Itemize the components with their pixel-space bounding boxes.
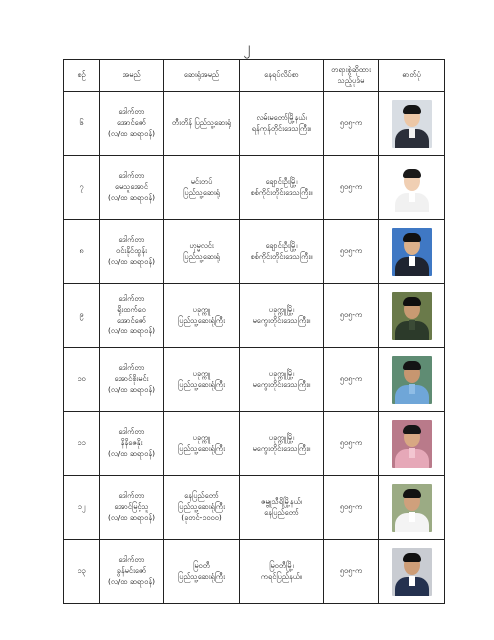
portrait-hair [403, 553, 421, 562]
address-cell [240, 476, 324, 540]
section-cell: ၅၀၅-က [324, 284, 379, 348]
address-line: နေပြည်တော် [264, 507, 299, 517]
doctor-name-cell [100, 412, 164, 476]
doctor-name-line: အောင်ဇော် [116, 118, 147, 128]
header-hospital: ဆေးရုံအမည် [164, 60, 240, 92]
section-cell: ၅၀၅-က [324, 220, 379, 284]
hospital-name-line: ပြည်သူ့ဆေးရုံ [183, 251, 220, 261]
section-cell: ၅၀၅-က [324, 540, 379, 604]
doctor-name-line: ဒေါက်တာ [118, 171, 145, 181]
section-cell: ၅၀၅-က [324, 476, 379, 540]
address-line: လမ်းမတော်မြို့နယ်၊ [256, 112, 307, 122]
header-name: အမည် [100, 60, 164, 92]
address-cell [240, 284, 324, 348]
doctor-name-line: နိနိဇေနိုး [120, 438, 143, 448]
doctor-name-line: (လ/ထ ဆရာဝန်) [107, 256, 156, 266]
row-number: ၈ [64, 220, 100, 284]
row-number: ၇ [64, 156, 100, 220]
doctor-name-line: ဒေါက်တာ [118, 107, 145, 117]
photo-cell [379, 92, 445, 156]
hospital-name-line: ပြည်သူ့ဆေးရုံကြီး [177, 379, 226, 389]
doctor-name-line: ဒေါက်တာ [118, 555, 145, 565]
table-row [64, 284, 445, 348]
portrait-photo [392, 484, 432, 532]
row-number: ၁၂ [64, 476, 100, 540]
portrait-collar [409, 512, 415, 522]
hospital-name-line: ပြည်သူ့ဆေးရုံကြီး [177, 315, 226, 325]
portrait-collar [409, 128, 415, 138]
address-cell [240, 156, 324, 220]
address-line: မကွေးတိုင်းဒေသကြီး။ [252, 379, 311, 389]
hospital-cell [164, 284, 240, 348]
portrait-photo [392, 100, 432, 148]
portrait-hair [403, 169, 421, 178]
doctor-name-line: (လ/ထ ဆရာဝန်) [107, 384, 156, 394]
row-number: ၉ [64, 284, 100, 348]
doctor-name-cell [100, 348, 164, 412]
portrait-collar [409, 448, 415, 458]
header-section-line: သည့်ပုဒ်မ [337, 75, 365, 85]
hospital-cell [164, 156, 240, 220]
hospital-cell [164, 220, 240, 284]
doctor-name-line: မေသူအောင် [114, 182, 149, 192]
row-number: ၁၀ [64, 348, 100, 412]
address-cell [240, 92, 324, 156]
doctor-name-line: (လ/ထ ဆရာဝန်) [107, 192, 156, 202]
header-address: နေရပ်လိပ်စာ [240, 60, 324, 92]
doctor-name-cell [100, 92, 164, 156]
hospital-name-line: ပခုက္ကူ [192, 304, 211, 314]
portrait-photo [392, 228, 432, 276]
address-line: ပခုက္ကူမြို့၊ [268, 368, 295, 378]
portrait-photo [392, 164, 432, 212]
table-row [64, 156, 445, 220]
hospital-name-line: ပခုက္ကူ [192, 432, 211, 442]
doctor-roster-table [63, 59, 445, 604]
section-cell: ၅၀၅-က [324, 92, 379, 156]
doctor-name-cell [100, 220, 164, 284]
doctor-name-line: ဝင်းနိုင်ထွန်း [116, 246, 147, 256]
doctor-name-line: ဒေါက်တာ [118, 491, 145, 501]
address-line: ချောင်းဦးမြို့၊ [265, 176, 298, 186]
portrait-photo [392, 292, 432, 340]
address-line: စစ်ကိုင်းတိုင်းဒေသကြီး။ [250, 251, 313, 261]
portrait-collar [409, 256, 415, 266]
portrait-photo [392, 356, 432, 404]
portrait-collar [409, 192, 415, 202]
hospital-name-line: ပြည်သူ့ဆေးရုံကြီး [177, 443, 226, 453]
hospital-name-line: ပခုက္ကူ [192, 368, 211, 378]
table-row [64, 92, 445, 156]
header-photo: ဓာတ်ပုံ [379, 60, 445, 92]
page-number: ၂ [243, 40, 251, 56]
hospital-name-line: မင်းတပ် [190, 176, 213, 186]
doctor-name-line: အောင်မြင့်သူ [114, 502, 149, 512]
address-line: ရန်ကုန်တိုင်းဒေသကြီး။ [251, 123, 312, 133]
address-line: ကရင်ပြည်နယ်။ [260, 571, 303, 581]
address-line: ချောင်းဦးမြို့၊ [265, 240, 298, 250]
table-header-row [64, 60, 445, 92]
section-cell: ၅၀၅-က [324, 348, 379, 412]
hospital-name-line: မြဝတီ [193, 560, 210, 570]
photo-cell [379, 220, 445, 284]
photo-cell [379, 540, 445, 604]
doctor-name-line: ရိုးထက်ဝေ [117, 304, 146, 314]
photo-cell [379, 284, 445, 348]
portrait-collar [409, 576, 415, 586]
portrait-hair [403, 233, 421, 242]
doctor-name-line: (လ/ထ ဆရာဝန်) [107, 576, 156, 586]
address-cell [240, 412, 324, 476]
address-line: မြဝတီမြို့၊ [269, 560, 294, 570]
doctor-name-line: ဒေါက်တာ [118, 235, 145, 245]
address-line: မကွေးတိုင်းဒေသကြီး။ [252, 443, 311, 453]
photo-cell [379, 156, 445, 220]
hospital-name-line: တီးတိန် ပြည်သူ့ဆေးရုံ [171, 118, 232, 128]
photo-cell [379, 476, 445, 540]
address-line: ပခုက္ကူမြို့၊ [268, 304, 295, 314]
doctor-name-line: (လ/ထ ဆရာဝန်) [107, 326, 156, 336]
hospital-cell [164, 92, 240, 156]
hospital-cell [164, 540, 240, 604]
address-line: ဇမ္ဗူသီရိမြို့နယ်၊ [261, 496, 302, 506]
portrait-hair [403, 425, 421, 434]
section-cell: ၅၀၅-က [324, 156, 379, 220]
doctor-name-line: (လ/ထ ဆရာဝန်) [107, 512, 156, 522]
header-section-line: တရားစွဲဆိုထား [331, 64, 371, 74]
address-line: စစ်ကိုင်းတိုင်းဒေသကြီး။ [250, 187, 313, 197]
doctor-name-line: ဒေါက်တာ [118, 294, 145, 304]
portrait-hair [403, 105, 421, 114]
portrait-hair [403, 361, 421, 370]
portrait-hair [403, 489, 421, 498]
doctor-name-cell [100, 540, 164, 604]
hospital-name-line: ဟုမ္မလင်း [189, 240, 214, 250]
doctor-name-line: အောင်ဇော် [116, 315, 147, 325]
hospital-name-line: နေပြည်တော် [184, 491, 219, 501]
table-row [64, 220, 445, 284]
hospital-name-line: ပြည်သူ့ဆေးရုံကြီး [177, 502, 226, 512]
header-section [324, 60, 379, 92]
hospital-name-line: ပြည်သူ့ဆေးရုံကြီး [177, 571, 226, 581]
portrait-hair [403, 297, 421, 306]
hospital-cell [164, 476, 240, 540]
row-number: ၁၁ [64, 412, 100, 476]
table-row [64, 540, 445, 604]
address-line: မကွေးတိုင်းဒေသကြီး။ [252, 315, 311, 325]
doctor-name-cell [100, 156, 164, 220]
doctor-name-line: ခွန်မင်းဇော် [116, 566, 147, 576]
hospital-cell [164, 348, 240, 412]
row-number: ၆ [64, 92, 100, 156]
row-number: ၁၃ [64, 540, 100, 604]
address-cell [240, 220, 324, 284]
section-cell: ၅၀၅-က [324, 412, 379, 476]
portrait-collar [409, 384, 415, 394]
table-row [64, 476, 445, 540]
doctor-name-cell [100, 284, 164, 348]
photo-cell [379, 412, 445, 476]
doctor-name-line: ဒေါက်တာ [118, 427, 145, 437]
table-body [64, 92, 445, 604]
doctor-name-cell [100, 476, 164, 540]
portrait-photo [392, 420, 432, 468]
table-row [64, 348, 445, 412]
doctor-name-line: အောင်စိုးမင်း [114, 374, 149, 384]
hospital-name-line: ပြည်သူ့ဆေးရုံ [183, 187, 220, 197]
hospital-cell [164, 412, 240, 476]
hospital-name-line: (ခုတင်-၁၀၀၀) [181, 512, 222, 522]
portrait-photo [392, 548, 432, 596]
address-cell [240, 540, 324, 604]
table-row [64, 412, 445, 476]
doctor-name-line: ဒေါက်တာ [118, 363, 145, 373]
portrait-collar [409, 320, 415, 330]
doctor-name-line: (လ/ထ ဆရာဝန်) [107, 448, 156, 458]
doctor-name-line: (လ/ထ ဆရာဝန်) [107, 128, 156, 138]
header-number: စဉ် [64, 60, 100, 92]
address-line: ပခုက္ကူမြို့၊ [268, 432, 295, 442]
photo-cell [379, 348, 445, 412]
address-cell [240, 348, 324, 412]
